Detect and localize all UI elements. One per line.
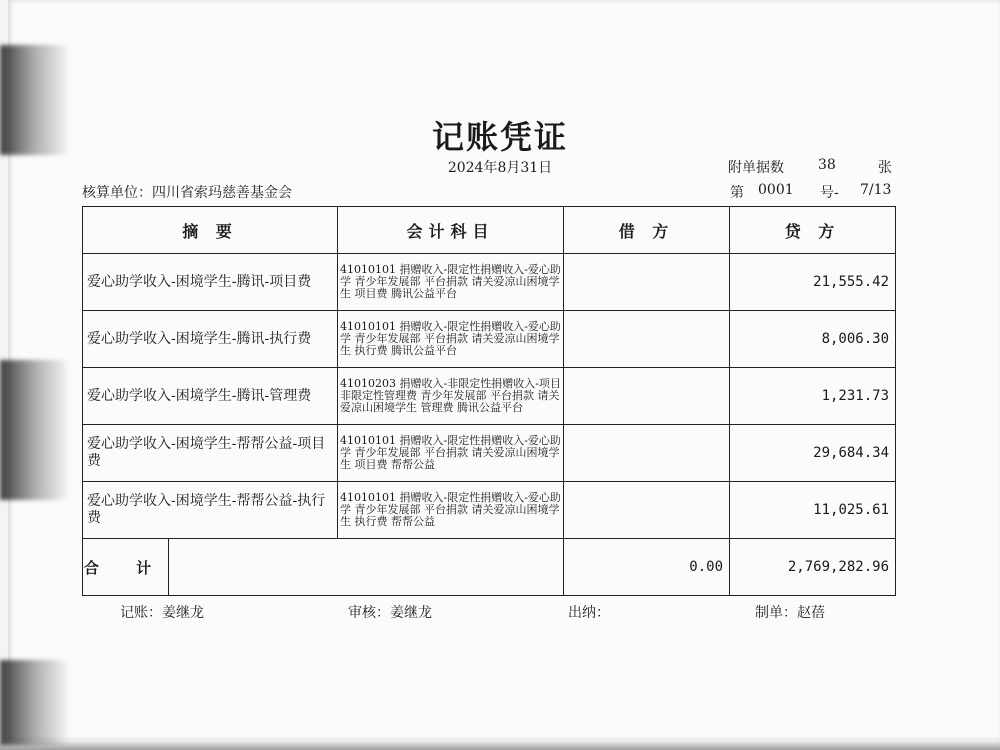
- voucher-number: [730, 182, 900, 202]
- reviewer-label: 审核：: [348, 605, 390, 621]
- row-account: 41010101 捐赠收入-限定性捐赠收入-爱心助学 青少年发展部 平台捐款 请关爱凉山困境学生 执行费 腾讯公益平台: [338, 311, 564, 368]
- table-row: [83, 368, 896, 425]
- row-summary: 爱心助学收入-困境学生-帮帮公益-执行费: [83, 482, 338, 539]
- row-account: 41010101 捐赠收入-限定性捐赠收入-爱心助学 青少年发展部 平台捐款 请关爱凉山困境学生 执行费 帮帮公益: [338, 482, 564, 539]
- cashier-sign: [568, 602, 610, 622]
- header-credit: 贷 方: [730, 207, 896, 254]
- attachment-label: 附单据数: [728, 160, 784, 176]
- cashier-label: 出纳：: [568, 605, 610, 621]
- voucher-date: 2024年8月31日: [447, 160, 553, 176]
- voucher-table: [82, 206, 896, 596]
- table-row: [83, 254, 896, 311]
- table-row: [83, 425, 896, 482]
- scan-shadow: [0, 660, 70, 745]
- table-header-row: [83, 207, 896, 254]
- attachment-unit: 张: [878, 160, 892, 176]
- row-account: 41010101 捐赠收入-限定性捐赠收入-爱心助学 青少年发展部 平台捐款 请关爱凉山困境学生 项目费 腾讯公益平台: [338, 254, 564, 311]
- header-summary: 摘 要: [83, 207, 338, 254]
- scan-shadow: [0, 360, 70, 500]
- attachment-count: [728, 157, 898, 177]
- row-summary: 爱心助学收入-困境学生-腾讯-项目费: [83, 254, 338, 311]
- bookkeeper-name: 姜继龙: [162, 605, 204, 621]
- unit-label: 核算单位：: [82, 185, 152, 201]
- row-debit: [564, 311, 730, 368]
- total-label: 合 计: [83, 539, 169, 596]
- voucher-number-prefix: 第: [730, 185, 744, 201]
- table-row: [83, 311, 896, 368]
- bookkeeper-label: 记账：: [120, 605, 162, 621]
- row-credit: 21,555.42: [730, 254, 896, 311]
- bookkeeper-sign: [120, 602, 204, 622]
- total-blank: [169, 539, 564, 596]
- table-row: [83, 482, 896, 539]
- attachment-number: 38: [818, 157, 836, 173]
- reviewer-name: 姜继龙: [390, 605, 432, 621]
- row-account: 41010101 捐赠收入-限定性捐赠收入-爱心助学 青少年发展部 平台捐款 请关爱凉山困境学生 项目费 帮帮公益: [338, 425, 564, 482]
- row-summary: 爱心助学收入-困境学生-帮帮公益-项目费: [83, 425, 338, 482]
- row-credit: 29,684.34: [730, 425, 896, 482]
- unit-value: 四川省索玛慈善基金会: [152, 185, 292, 201]
- voucher-number-value: 0001: [758, 182, 794, 198]
- preparer-name: 赵蓓: [797, 605, 825, 621]
- header-account: 会计科目: [338, 207, 564, 254]
- row-account: 41010203 捐赠收入-非限定性捐赠收入-项目非限定性管理费 青少年发展部 平台捐款 请关爱凉山困境学生 管理费 腾讯公益平台: [338, 368, 564, 425]
- header-debit: 借 方: [564, 207, 730, 254]
- voucher-number-suffix: 号-: [820, 185, 839, 201]
- row-credit: 1,231.73: [730, 368, 896, 425]
- row-credit: 8,006.30: [730, 311, 896, 368]
- row-debit: [564, 425, 730, 482]
- voucher-title: 记账凭证: [431, 118, 568, 156]
- scan-edge: [0, 740, 1000, 750]
- total-debit: 0.00: [564, 539, 730, 596]
- voucher-page-count: 7/13: [860, 182, 892, 198]
- row-summary: 爱心助学收入-困境学生-腾讯-执行费: [83, 311, 338, 368]
- row-summary: 爱心助学收入-困境学生-腾讯-管理费: [83, 368, 338, 425]
- row-debit: [564, 482, 730, 539]
- accounting-unit: [82, 182, 292, 202]
- row-debit: [564, 254, 730, 311]
- row-credit: 11,025.61: [730, 482, 896, 539]
- reviewer-sign: [348, 602, 432, 622]
- row-debit: [564, 368, 730, 425]
- total-credit: 2,769,282.96: [730, 539, 896, 596]
- preparer-label: 制单：: [755, 605, 797, 621]
- total-row: [83, 539, 896, 596]
- preparer-sign: [755, 602, 825, 622]
